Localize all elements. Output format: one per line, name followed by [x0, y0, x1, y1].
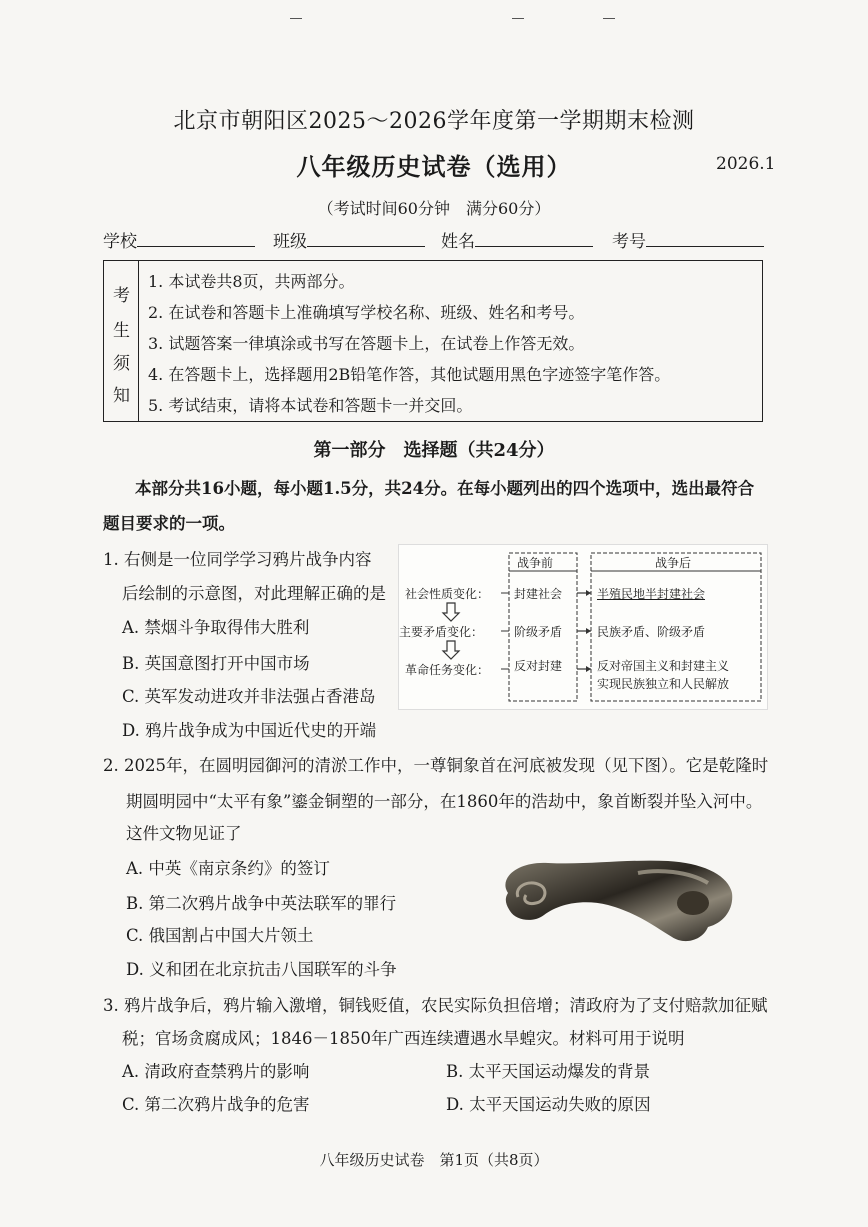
q2-stem-cont: 期圆明园中“太平有象”鎏金铜塑的一部分，在1860年的浩劫中，象首断裂并坠入河中。: [126, 792, 763, 811]
page-footer: 八年级历史试卷 第1页（共8页）: [319, 1151, 549, 1169]
notice-char: 生: [113, 321, 130, 341]
q3-option-d[interactable]: D. 太平天国运动失败的原因: [446, 1095, 651, 1114]
notice-item: 1. 本试卷共8页，共两部分。: [148, 272, 355, 291]
row-before: 反对封建: [514, 659, 563, 673]
q1-stem-cont: 后绘制的示意图，对此理解正确的是: [122, 584, 386, 603]
exam-subtitle: 八年级历史试卷（选用）: [296, 152, 572, 181]
row-label: 革命任务变化：: [405, 663, 490, 677]
row-before: 封建社会: [514, 587, 563, 601]
crop-mark: [290, 18, 302, 19]
row-label: 社会性质变化：: [405, 587, 490, 601]
row-after: 反对帝国主义和封建主义: [597, 659, 730, 673]
class-label: 班级: [273, 232, 307, 252]
notice-char: 知: [113, 386, 130, 406]
bronze-elephant-head-image: [488, 853, 736, 951]
notice-box: [103, 260, 763, 422]
row-after-extra: 实现民族独立和人民解放: [597, 677, 730, 691]
notice-item: 3. 试题答案一律填涂或书写在答题卡上，在试卷上作答无效。: [148, 334, 585, 353]
q3-option-b[interactable]: B. 太平天国运动爆发的背景: [446, 1062, 651, 1081]
q1-option-b[interactable]: B. 英国意图打开中国市场: [122, 654, 310, 673]
exam-no-blank[interactable]: [646, 230, 764, 247]
q3-option-c[interactable]: C. 第二次鸦片战争的危害: [122, 1095, 310, 1114]
class-blank[interactable]: [307, 230, 425, 247]
q2-option-d[interactable]: D. 义和团在北京抗击八国联军的斗争: [126, 960, 397, 979]
q1-option-a[interactable]: A. 禁烟斗争取得伟大胜利: [122, 618, 310, 637]
class-field[interactable]: [273, 227, 425, 252]
crop-mark: [603, 18, 615, 19]
q2-option-a[interactable]: A. 中英《南京条约》的签订: [126, 859, 330, 878]
q3-option-a[interactable]: A. 清政府查禁鸦片的影响: [122, 1062, 310, 1081]
school-blank[interactable]: [137, 230, 255, 247]
col-before: 战争前: [517, 556, 554, 570]
q2-stem-cont2: 这件文物见证了: [126, 824, 242, 843]
q3-stem: 3. 鸦片战争后，鸦片输入激增，铜钱贬值，农民实际负担倍增；清政府为了支付赔款加征赋: [103, 996, 768, 1015]
part1-intro: 本部分共16小题，每小题1.5分，共24分。在每小题列出的四个选项中，选出最符合: [135, 479, 755, 498]
notice-char: 考: [113, 286, 130, 306]
row-label: 主要矛盾变化：: [399, 625, 484, 639]
q1-option-c[interactable]: C. 英军发动进攻并非法强占香港岛: [122, 687, 376, 706]
exam-no-field[interactable]: [612, 227, 764, 252]
q2-option-b[interactable]: B. 第二次鸦片战争中英法联军的罪行: [126, 894, 397, 913]
q1-option-d[interactable]: D. 鸦片战争成为中国近代史的开端: [122, 721, 377, 740]
q2-stem: 2. 2025年，在圆明园御河的清淤工作中，一尊铜象首在河底被发现（见下图）。它是乾隆时: [103, 756, 769, 775]
school-label: 学校: [103, 232, 137, 252]
exam-no-label: 考号: [612, 232, 646, 252]
exam-date: 2026.1: [716, 154, 776, 174]
notice-item: 5. 考试结束，请将本试卷和答题卡一并交回。: [148, 396, 473, 415]
row-after: 半殖民地半封建社会: [597, 587, 706, 601]
q3-stem-cont: 税；官场贪腐成风；1846－1850年广西连续遭遇水旱蝗灾。材料可用于说明: [122, 1029, 685, 1048]
exam-info: （考试时间60分钟 满分60分）: [317, 199, 551, 218]
bronze-elephant-head-drawing: [488, 853, 736, 951]
name-label: 姓名: [441, 232, 475, 252]
q1-stem: 1. 右侧是一位同学学习鸦片战争内容: [103, 550, 372, 569]
part1-intro-cont: 题目要求的一项。: [103, 514, 235, 533]
col-after: 战争后: [655, 556, 692, 570]
name-blank[interactable]: [475, 230, 593, 247]
exam-title: 北京市朝阳区2025～2026学年度第一学期期末检测: [173, 109, 695, 134]
part1-title: 第一部分 选择题（共24分）: [313, 440, 555, 461]
notice-side-label: [104, 261, 139, 421]
school-field[interactable]: [103, 227, 255, 252]
name-field[interactable]: [441, 227, 593, 252]
row-after: 民族矛盾、阶级矛盾: [597, 625, 706, 639]
notice-item: 2. 在试卷和答题卡上准确填写学校名称、班级、姓名和考号。: [148, 303, 585, 322]
q2-option-c[interactable]: C. 俄国割占中国大片领土: [126, 926, 314, 945]
q1-diagram: [398, 544, 768, 710]
notice-char: 须: [113, 354, 130, 374]
notice-item: 4. 在答题卡上，选择题用2B铅笔作答，其他试题用黑色字迹签字笔作答。: [148, 365, 671, 384]
row-before: 阶级矛盾: [514, 625, 563, 639]
crop-mark: [512, 18, 524, 19]
